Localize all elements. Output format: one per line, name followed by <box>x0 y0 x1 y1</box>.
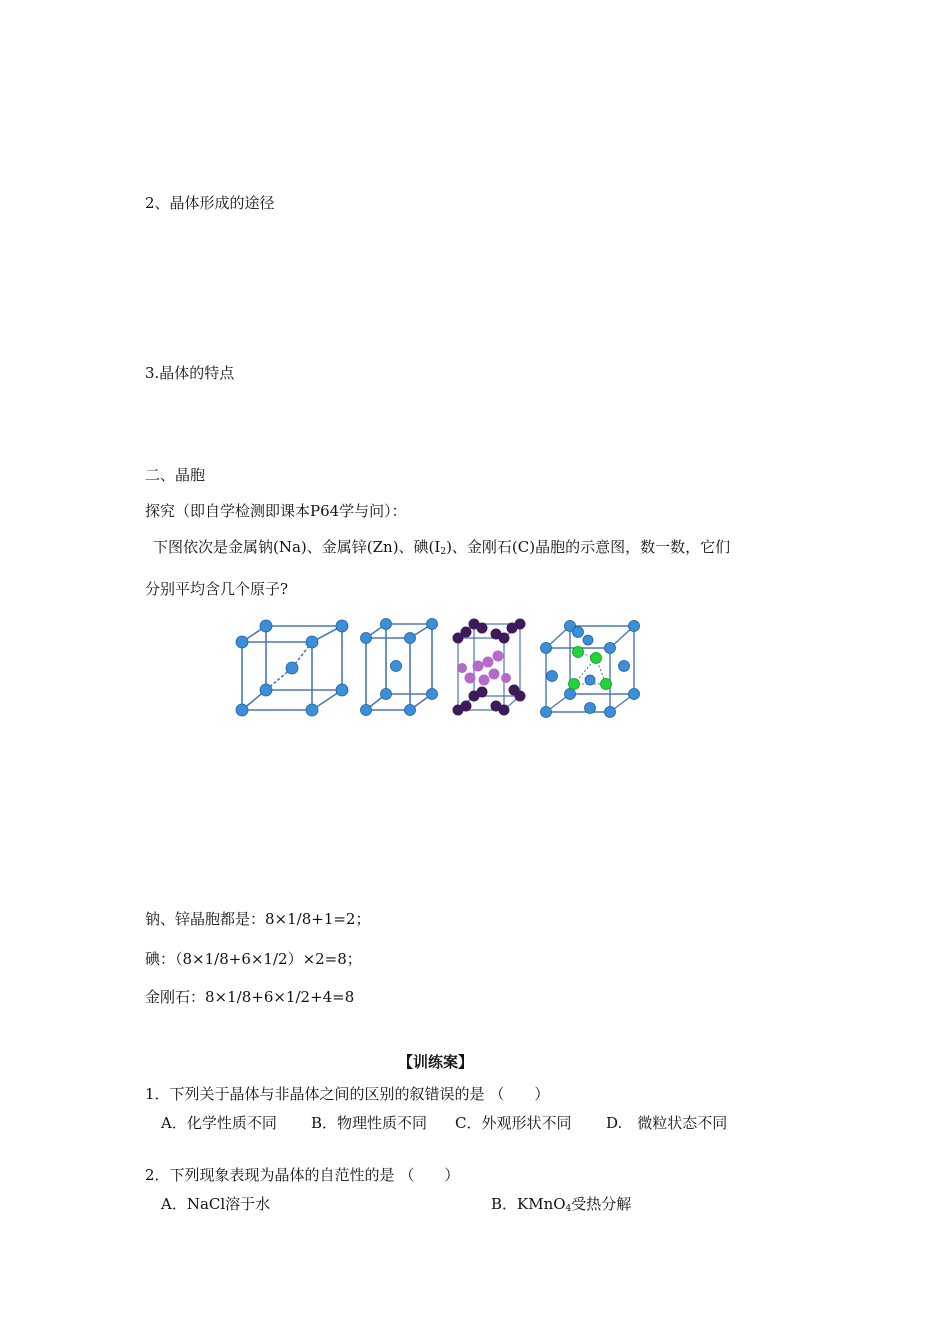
question-1-option-b: B．物理性质不同 <box>311 1114 428 1132</box>
question-1-option-c: C．外观形状不同 <box>455 1114 572 1132</box>
question-1-option-d: D. 微粒状态不同 <box>606 1114 728 1132</box>
explore-title: 探究（即自学检测即课本P64学与问）： <box>145 502 407 520</box>
question-2-option-b: B．KMnO$_4$受热分解 <box>491 1195 632 1214</box>
answer-diamond: 金刚石：8×1/8+6×1/2+4=8 <box>145 988 355 1006</box>
diamond-unit-cell <box>536 618 642 720</box>
question-1-stem: 1．下列关于晶体与非晶体之间的区别的叙错误的是 （ ） <box>145 1085 550 1103</box>
answer-iodine: 碘：（8×1/8+6×1/2）×2=8； <box>145 950 362 968</box>
question-2-option-a: A．NaCl溶于水 <box>161 1195 271 1213</box>
zinc-unit-cell <box>358 618 440 720</box>
training-title: 【训练案】 <box>398 1053 474 1071</box>
explore-line-2: 分别平均含几个原子? <box>145 580 289 598</box>
iodine-unit-cell <box>448 618 528 720</box>
question-1-option-a: A．化学性质不同 <box>161 1114 277 1132</box>
sodium-unit-cell <box>230 618 350 720</box>
explore-line-1: 下图依次是金属钠(Na)、金属锌(Zn)、碘$(I_2)$、金刚石(C)晶胞的示意图，数一数，它们 <box>153 538 731 557</box>
section-heading-features: 3.晶体的特点 <box>145 364 235 382</box>
section-heading-formation: 2、晶体形成的途径 <box>145 194 275 212</box>
section-heading-unit-cell: 二、晶胞 <box>145 466 206 484</box>
question-2-stem: 2．下列现象表现为晶体的自范性的是 （ ） <box>145 1166 460 1184</box>
answer-sodium-zinc: 钠、锌晶胞都是：8×1/8+1=2； <box>145 910 371 928</box>
unit-cell-figure <box>230 618 642 720</box>
